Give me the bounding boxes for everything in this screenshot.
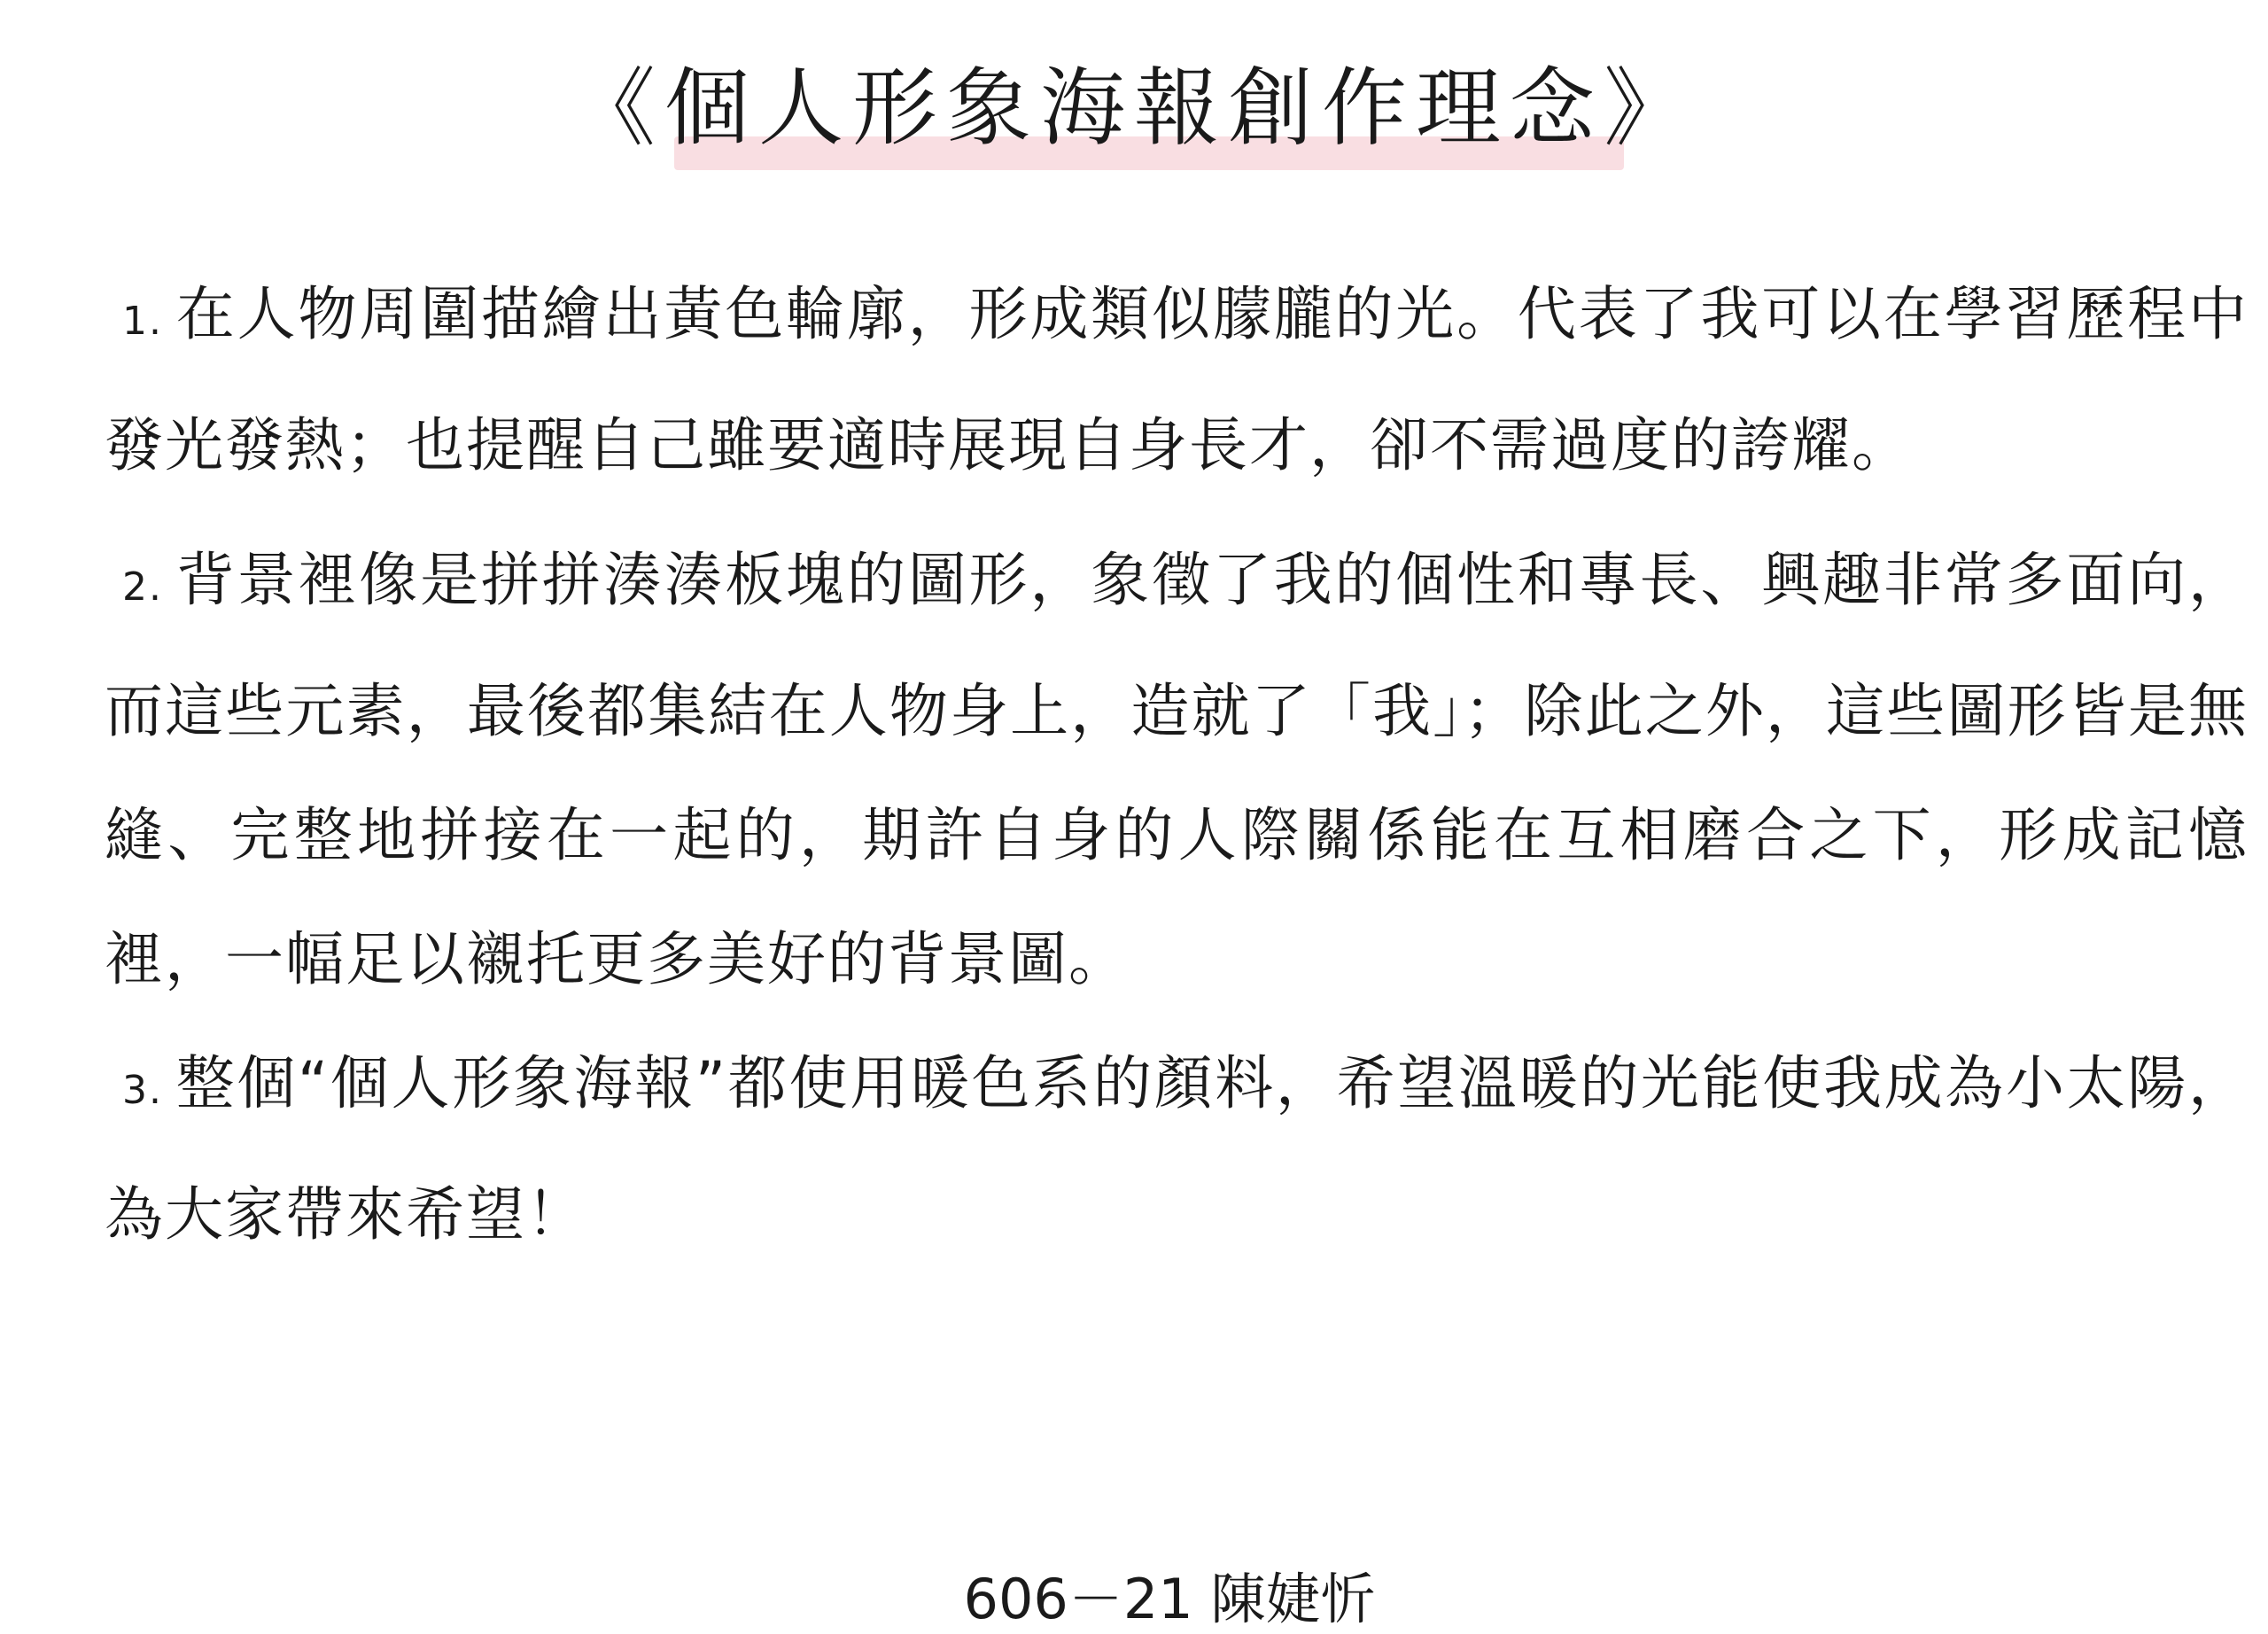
paragraph-2 <box>105 518 2249 1022</box>
title-container <box>0 55 2268 161</box>
paragraph-number: 3. <box>122 1068 163 1113</box>
signature-text: 606－21 陳婕忻 <box>963 1567 1376 1631</box>
paragraph-text: 在人物周圍描繪出黃色輪廓，形成類似朦朧的光。代表了我可以在學習歷程中發光發熱；也提醒自己雖要適時展現自身長才，卻不需過度的誇耀。 <box>105 280 2249 479</box>
paragraph-number: 2. <box>122 564 163 610</box>
paragraph-text: 整個“個人形象海報”都使用暖色系的顏料，希望溫暖的光能使我成為小太陽，為大家帶來希望！ <box>105 1049 2249 1249</box>
paragraph-number: 1. <box>122 299 163 344</box>
document-body <box>105 253 2249 1277</box>
document-title: 《個人形象海報創作理念》 <box>571 58 1697 158</box>
paragraph-3 <box>105 1022 2249 1277</box>
signature <box>0 1566 2268 1633</box>
paragraph-text: 背景裡像是拼拼湊湊板塊的圖形，象徵了我的個性和專長、興趣非常多面向，而這些元素，最後都集結在人物身上，造就了「我」；除此之外，這些圖形皆是無縫、完整地拼接在一起的，期許自身的人際關係能在互相磨合之下，形成記憶裡，一幅足以襯托更多美好的背景圖。 <box>105 546 2249 993</box>
paragraph-1 <box>105 253 2249 508</box>
title-block <box>571 55 1697 161</box>
